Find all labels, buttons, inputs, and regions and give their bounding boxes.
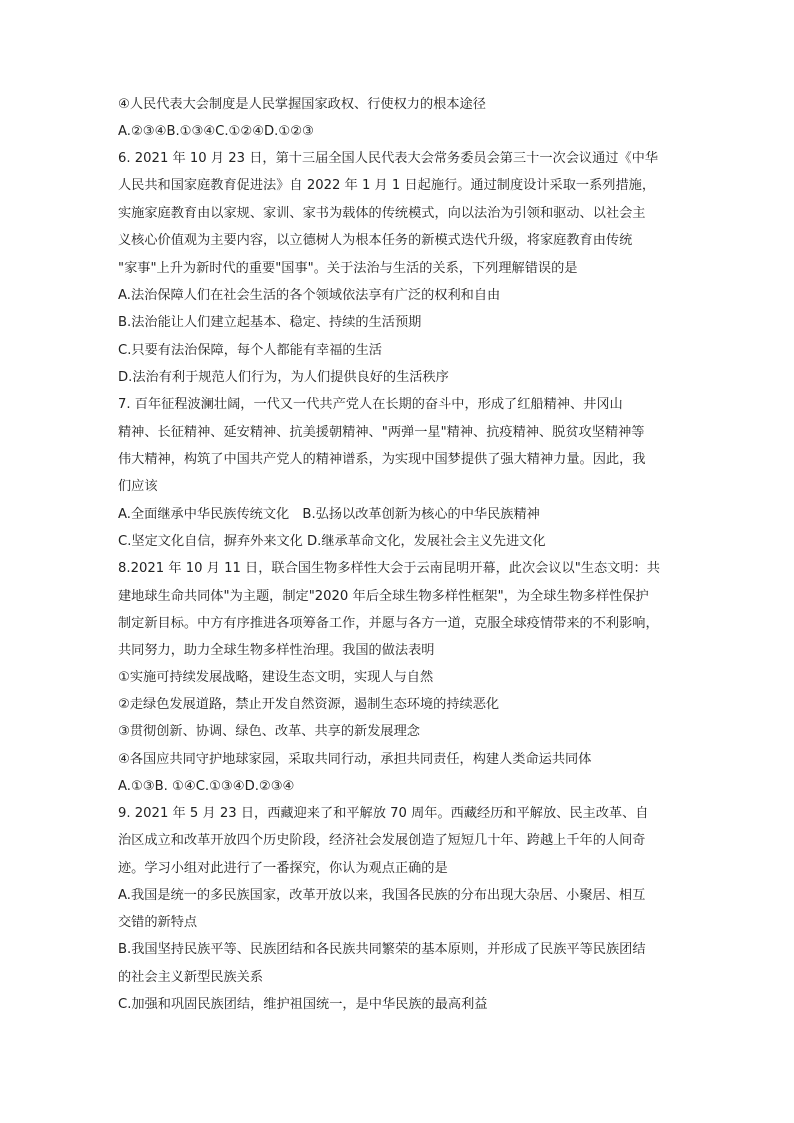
text-line: A.法治保障人们在社会生活的各个领域依法享有广泛的权利和自由: [118, 288, 501, 303]
text-line: 8.2021 年 10 月 11 日，联合国生物多样性大会于云南昆明开幕，此次会议以"生态文明：共: [118, 561, 660, 576]
text-line: A.我国是统一的多民族国家，改革开放以来，我国各民族的分布出现大杂居、小聚居、相互: [118, 888, 646, 903]
text-line: 迹。学习小组对此进行了一番探究，你认为观点正确的是: [118, 861, 448, 876]
text-line: 建地球生命共同体"为主题，制定"2020 年后全球生物多样性框架"，为全球生物多样性保护: [118, 589, 649, 604]
text-line: A.①③B. ①④C.①③④D.②③④: [118, 779, 295, 794]
text-line: A.全面继承中华民族传统文化 B.弘扬以改革创新为核心的中华民族精神: [118, 507, 540, 522]
text-line: ③贯彻创新、协调、绿色、改革、共享的新发展理念: [118, 724, 420, 739]
text-line: 们应该: [118, 479, 158, 494]
text-line: 的社会主义新型民族关系: [118, 970, 264, 985]
text-line: ②走绿色发展道路，禁止开发自然资源，遏制生态环境的持续恶化: [118, 697, 500, 712]
text-line: B.法治能让人们建立起基本、稳定、持续的生活预期: [118, 315, 422, 330]
text-line: 治区成立和改革开放四个历史阶段，经济社会发展创造了短短几十年、跨越上千年的人间奇: [118, 833, 646, 848]
text-line: ④人民代表大会制度是人民掌握国家政权、行使权力的根本途径: [118, 97, 486, 112]
text-line: ①实施可持续发展战略，建设生态文明，实现人与自然: [118, 670, 434, 685]
text-line: "家事"上升为新时代的重要"国事"。关于法治与生活的关系，下列理解错误的是: [118, 261, 578, 276]
text-line: 7. 百年征程波澜壮阔，一代又一代共产党人在长期的奋斗中，形成了红船精神、井冈山: [118, 397, 623, 412]
text-line: 义核心价值观为主要内容，以立德树人为根本任务的新模式迭代升级，将家庭教育由传统: [118, 233, 633, 248]
text-line: ④各国应共同守护地球家园，采取共同行动，承担共同责任，构建人类命运共同体: [118, 752, 592, 767]
text-line: 交错的新特点: [118, 915, 198, 930]
text-line: D.法治有利于规范人们行为，为人们提供良好的生活秩序: [118, 370, 449, 385]
text-line: 制定新目标。中方有序推进各项筹备工作，并愿与各方一道，克服全球疫情带来的不利影响，: [118, 616, 659, 631]
text-line: 人民共和国家庭教育促进法》自 2022 年 1 月 1 日起施行。通过制度设计采取一系列措施，: [118, 178, 656, 193]
text-line: 实施家庭教育由以家规、家训、家书为载体的传统模式，向以法治为引领和驱动、以社会主: [118, 206, 646, 221]
text-line: C.只要有法治保障，每个人都能有幸福的生活: [118, 343, 382, 358]
text-line: C.加强和巩固民族团结，维护祖国统一，是中华民族的最高利益: [118, 997, 488, 1012]
text-line: 伟大精神，构筑了中国共产党人的精神谱系，为实现中国梦提供了强大精神力量。因此，我: [118, 452, 646, 467]
text-line: A.②③④B.①③④C.①②④D.①②③: [118, 124, 314, 139]
text-line: C.坚定文化自信，摒弃外来文化 D.继承革命文化，发展社会主义先进文化: [118, 534, 546, 549]
text-line: 9. 2021 年 5 月 23 日，西藏迎来了和平解放 70 周年。西藏经历和平解放、民主改革、自: [118, 806, 649, 821]
text-line: 6. 2021 年 10 月 23 日，第十三届全国人民代表大会常务委员会第三十一次会议通过《中华: [118, 151, 659, 166]
text-line: B.我国坚持民族平等、民族团结和各民族共同繁荣的基本原则，并形成了民族平等民族团结: [118, 942, 646, 957]
text-line: 精神、长征精神、延安精神、抗美援朝精神、"两弹一星"精神、抗疫精神、脱贫攻坚精神等: [118, 425, 645, 440]
text-line: 共同努力，助力全球生物多样性治理。我国的做法表明: [118, 643, 435, 658]
